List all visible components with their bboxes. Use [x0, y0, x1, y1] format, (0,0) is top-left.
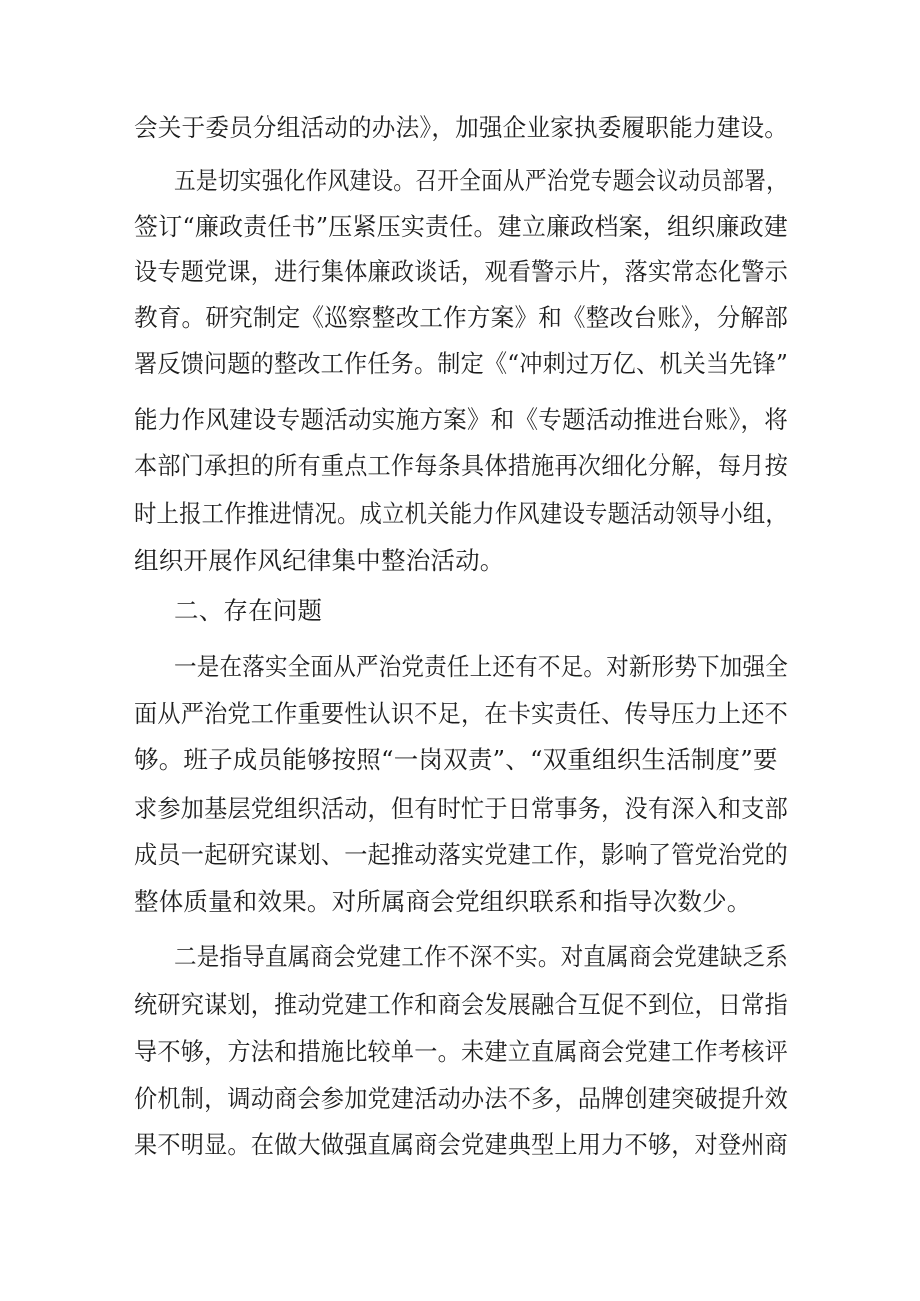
text-line-content: 时上报工作推进情况。成立机关能力作风建设专题活动领导小组， — [134, 499, 788, 528]
text-line-content: 组织开展作风纪律集中整治活动。 — [134, 546, 505, 575]
text-line — [0, 490, 920, 538]
text-line-content: 求参加基层党组织活动，但有时忙于日常事务，没有深入和支部 — [134, 794, 788, 823]
text-line-content: 本部门承担的所有重点工作每条具体措施再次细化分解，每月按 — [134, 451, 788, 480]
section-heading-text: 二、存在问题 — [174, 596, 323, 625]
text-line — [0, 785, 920, 833]
text-line — [0, 736, 920, 784]
text-line-content: 设专题党课，进行集体廉政谈话，观看警示片，落实常态化警示 — [134, 257, 788, 286]
text-line — [0, 981, 920, 1029]
text-line-content: 果不明显。在做大做强直属商会党建典型上用力不够，对登州商 — [134, 1130, 788, 1159]
text-line — [0, 1028, 920, 1076]
text-line-content: 会关于委员分组活动的办法》，加强企业家执委履职能力建设。 — [134, 113, 789, 142]
text-line-content: 教育。研究制定《巡察整改工作方案》和《整改台账》，分解部 — [134, 303, 789, 332]
text-line — [0, 442, 920, 490]
text-line — [0, 1121, 920, 1169]
text-line-content: 二是指导直属商会党建工作不深不实。对直属商会党建缺乏系 — [174, 942, 789, 971]
text-line — [0, 203, 920, 251]
text-line-content: 署反馈问题的整改工作任务。制定《“冲刺过万亿、机关当先锋” — [134, 349, 789, 378]
text-line-content: 统研究谋划，推动党建工作和商会发展融合互促不到位，日常指 — [134, 990, 788, 1019]
text-line-content: 成员一起研究谋划、一起推动落实党建工作，影响了管党治党的 — [134, 840, 788, 869]
text-line-content: 签订“廉政责任书”压紧压实责任。建立廉政档案，组织廉政建 — [134, 212, 788, 241]
text-line — [0, 104, 920, 152]
paragraph-first-line — [0, 157, 920, 205]
text-line-content: 能力作风建设专题活动实施方案》和《专题活动推进台账》，将 — [134, 405, 789, 434]
text-line — [0, 537, 920, 585]
text-line — [0, 690, 920, 738]
text-line — [0, 878, 920, 926]
text-line-content: 价机制，调动商会参加党建活动办法不多，品牌创建突破提升效 — [134, 1084, 788, 1113]
text-line-content: 五是切实强化作风建设。召开全面从严治党专题会议动员部署， — [174, 166, 789, 195]
text-line — [0, 1075, 920, 1123]
text-line — [0, 831, 920, 879]
text-line — [0, 294, 920, 342]
text-line — [0, 396, 920, 444]
paragraph-first-line — [0, 933, 920, 981]
paragraph-first-line — [0, 643, 920, 691]
section-heading — [0, 587, 920, 635]
text-line-content: 面从严治党工作重要性认识不足，在卡实责任、传导压力上还不 — [134, 699, 788, 728]
text-line-content: 一是在落实全面从严治党责任上还有不足。对新形势下加强全 — [174, 652, 789, 681]
text-line-content: 整体质量和效果。对所属商会党组织联系和指导次数少。 — [134, 887, 752, 916]
text-line — [0, 340, 920, 388]
text-line-content: 够。班子成员能够按照“一岗双责”、“双重组织生活制度”要 — [134, 745, 778, 774]
text-line-content: 导不够，方法和措施比较单一。未建立直属商会党建工作考核评 — [134, 1037, 788, 1066]
text-line — [0, 248, 920, 296]
